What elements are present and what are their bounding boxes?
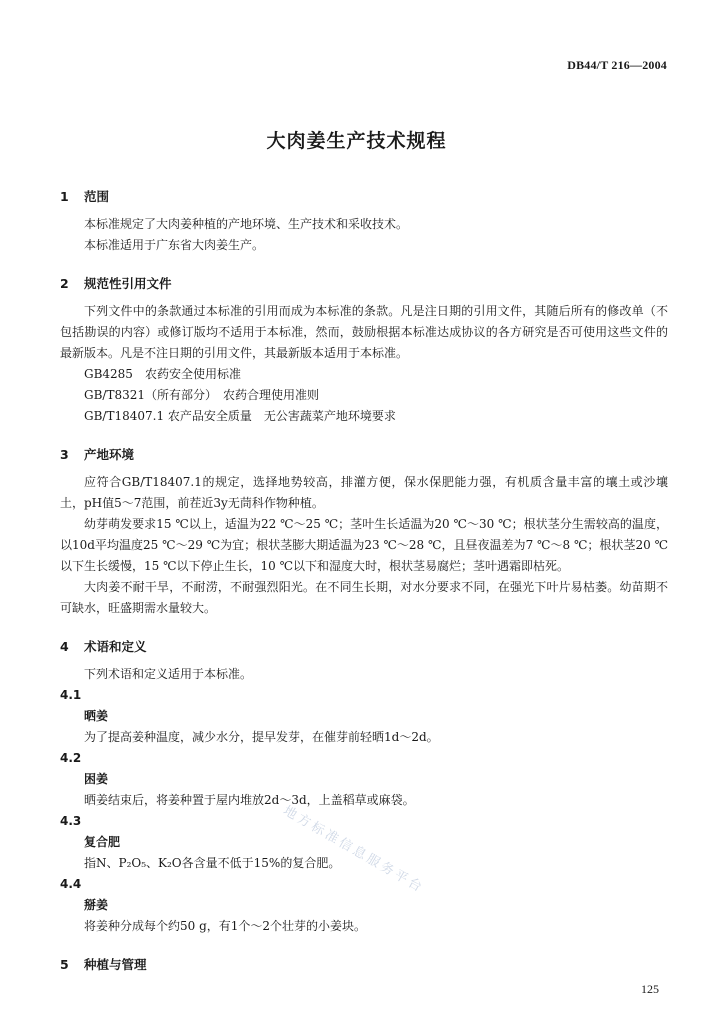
paragraph: 大肉姜不耐干旱，不耐涝，不耐强烈阳光。在不同生长期，对水分要求不同，在强光下叶片易枯萎。幼苗期不可缺水，旺盛期需水量较大。 xyxy=(60,580,668,615)
term-definition: 晒姜结束后，将姜种置于屋内堆放2d～3d，上盖稻草或麻袋。 xyxy=(84,793,415,807)
term-number: 4.2 xyxy=(60,751,82,765)
term-number: 4.3 xyxy=(60,814,82,828)
paragraph: 本标准规定了大肉姜种植的产地环境、生产技术和采收技术。 xyxy=(84,217,409,231)
section-number: 2 xyxy=(60,276,69,291)
section-title: 种植与管理 xyxy=(84,957,147,972)
section-title: 术语和定义 xyxy=(84,639,147,654)
page-number: 125 xyxy=(641,982,659,996)
term-definition: 为了提高姜种温度，减少水分，提早发芽，在催芽前轻晒1d～2d。 xyxy=(84,730,439,744)
paragraph: 下列术语和定义适用于本标准。 xyxy=(84,667,253,681)
term-definition: 将姜种分成每个约50 g，有1个～2个壮芽的小姜块。 xyxy=(84,919,367,933)
term-definition: 指N、P₂O₅、K₂O各含量不低于15%的复合肥。 xyxy=(84,856,341,870)
section-title: 规范性引用文件 xyxy=(84,276,172,291)
section-title: 范围 xyxy=(84,189,110,204)
document-title: 大肉姜生产技术规程 xyxy=(266,130,447,152)
section-heading-terms xyxy=(60,636,668,657)
paragraph: 应符合GB/T18407.1的规定，选择地势较高，排灌方便，保水保肥能力强，有机质含量丰富的壤土或沙壤土，pH值5～7范围，前茬近3y无茼科作物种植。 xyxy=(60,475,668,510)
term-name: 掰姜 xyxy=(84,898,109,912)
paragraph: 幼芽萌发要求15 ℃以上，适温为22 ℃～25 ℃；茎叶生长适温为20 ℃～30 ℃；根状茎分生需较高的温度，以10d平均温度25 ℃～29 ℃为宜；根状茎膨大期适温为23 ℃～28 ℃，且昼夜温差为7 ℃～8 ℃；根状茎20 ℃以下生长缓慢，15 ℃以下停止生长，10 ℃以下和湿度大时，根状茎易腐烂；茎叶遇霜即枯死。 xyxy=(60,517,668,573)
term-name: 困姜 xyxy=(84,772,109,786)
section-title: 产地环境 xyxy=(84,447,135,462)
paragraph: 本标准适用于广东省大肉姜生产。 xyxy=(84,238,265,252)
standard-code: DB44/T 216—2004 xyxy=(567,58,667,72)
term-name: 晒姜 xyxy=(84,709,109,723)
section-heading-references xyxy=(60,273,668,294)
section-number: 4 xyxy=(60,639,69,654)
section-number: 3 xyxy=(60,447,69,462)
reference-item: GB/T8321（所有部分） 农药合理使用准则 xyxy=(84,388,319,402)
section-number: 5 xyxy=(60,957,69,972)
term-number: 4.4 xyxy=(60,877,82,891)
reference-item: GB/T18407.1 农产品安全质量 无公害蔬菜产地环境要求 xyxy=(84,409,396,423)
section-heading-environment xyxy=(60,444,668,465)
watermark: 地方标准信息服务平台 xyxy=(280,803,427,897)
section-heading-scope xyxy=(60,186,668,207)
paragraph: 下列文件中的条款通过本标准的引用而成为本标准的条款。凡是注日期的引用文件，其随后所有的修改单（不包括勘误的内容）或修订版均不适用于本标准，然而，鼓励根据本标准达成协议的各方研究是否可使用这些文件的最新版本。凡是不注日期的引用文件，其最新版本适用于本标准。 xyxy=(60,304,668,360)
section-number: 1 xyxy=(60,189,69,204)
term-number: 4.1 xyxy=(60,688,82,702)
term-name: 复合肥 xyxy=(84,835,121,849)
reference-item: GB4285 农药安全使用标准 xyxy=(84,367,241,381)
section-heading-planting xyxy=(60,954,668,975)
